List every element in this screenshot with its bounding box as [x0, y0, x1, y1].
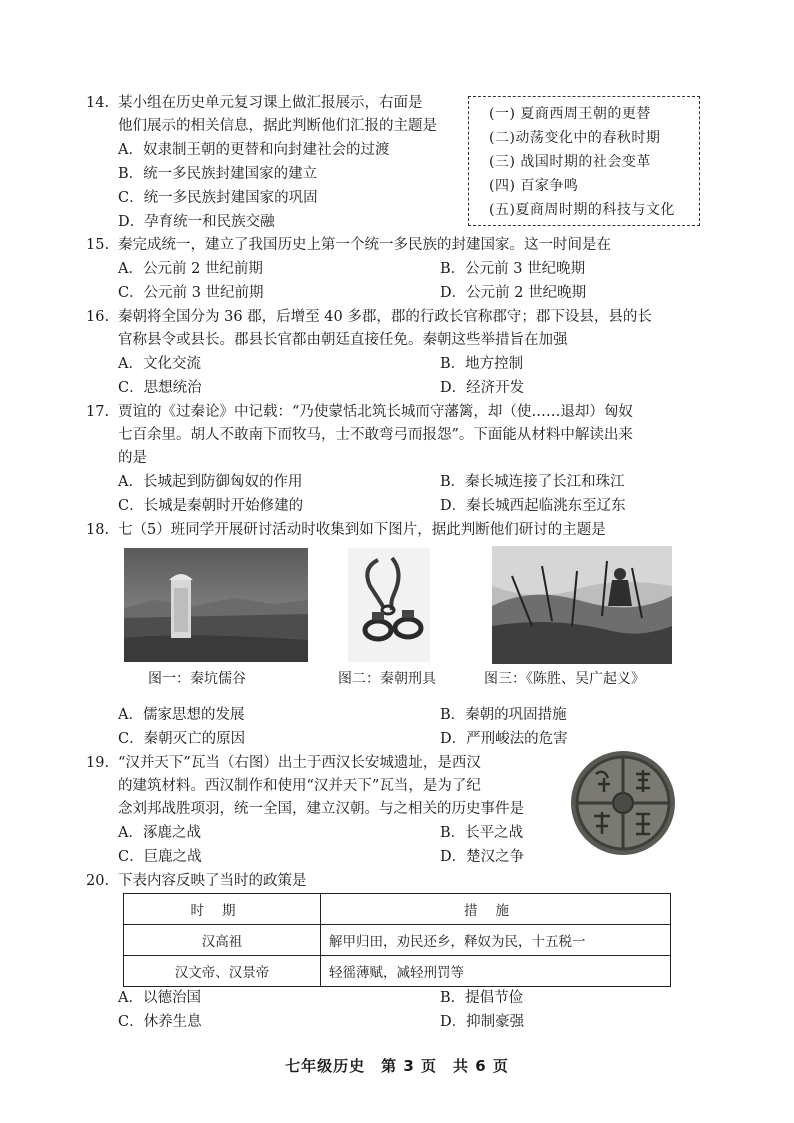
q14-box-item-4: (四) 百家争鸣	[489, 178, 579, 194]
q18-figure2-caption: 图二：秦朝刑具	[338, 671, 436, 687]
table-header-period: 时期	[124, 894, 321, 925]
q19-option-d[interactable]: D．楚汉之争	[440, 849, 525, 865]
page-footer: 七年级历史 第 3 页 共 6 页	[285, 1057, 509, 1075]
table-row	[124, 925, 671, 956]
q17-number: 17.	[86, 404, 110, 420]
q16-option-b[interactable]: B．地方控制	[440, 356, 524, 372]
q15-stem: 秦完成统一，建立了我国历史上第一个统一多民族的封建国家。这一时间是在	[118, 237, 611, 253]
q19-stem-line3: 念刘邦战胜项羽，统一全国，建立汉朝。与之相关的历史事件是	[118, 801, 524, 817]
q16-option-a[interactable]: A．文化交流	[118, 356, 201, 372]
q19-stem-line1: “汉并天下”瓦当（右图）出土于西汉长安城遗址，是西汉	[118, 755, 481, 771]
q14-box-item-2: (二)动荡变化中的春秋时期	[489, 130, 661, 146]
q19-stem-line2: 的建筑材料。西汉制作和使用“汉并天下”瓦当，是为了纪	[118, 778, 481, 794]
q18-option-d[interactable]: D．严刑峻法的危害	[440, 731, 568, 747]
q14-box-item-5: (五)夏商周时期的科技与文化	[489, 202, 675, 218]
q16-option-c[interactable]: C．思想统治	[118, 380, 202, 396]
q20-option-c[interactable]: C．休养生息	[118, 1014, 202, 1030]
q18-figure2-image	[348, 548, 430, 662]
table-cell-period: 汉高祖	[124, 925, 321, 956]
q14-info-box	[468, 96, 700, 226]
q18-figure1-image	[124, 548, 308, 662]
q15-number: 15.	[86, 237, 110, 253]
q14-stem-line2: 他们展示的相关信息，据此判断他们汇报的主题是	[118, 118, 437, 134]
q17-stem-line2: 七百余里。胡人不敢南下而牧马，士不敢弯弓而报怨”。下面能从材料中解读出来	[118, 427, 633, 443]
table-cell-measures: 解甲归田，劝民还乡，释奴为民，十五税一	[321, 925, 671, 956]
q16-stem-line1: 秦朝将全国分为 36 郡，后增至 40 多郡，郡的行政长官称郡守；郡下设县，县的长	[118, 309, 652, 325]
q18-option-b[interactable]: B．秦朝的巩固措施	[440, 707, 567, 723]
q14-box-item-3: (三) 战国时期的社会变革	[489, 154, 651, 170]
q17-stem-line1: 贾谊的《过秦论》中记载：“乃使蒙恬北筑长城而守藩篱，却（使……退却）匈奴	[118, 404, 633, 420]
q20-number: 20.	[86, 873, 110, 889]
q17-option-c[interactable]: C．长城是秦朝时开始修建的	[118, 498, 304, 514]
q18-option-a[interactable]: A．儒家思想的发展	[118, 707, 245, 723]
table-header-row	[124, 894, 671, 925]
q15-option-c[interactable]: C．公元前 3 世纪前期	[118, 285, 264, 301]
q20-option-b[interactable]: B．提倡节俭	[440, 990, 524, 1006]
q19-option-a[interactable]: A．涿鹿之战	[118, 825, 201, 841]
q20-stem: 下表内容反映了当时的政策是	[118, 873, 307, 889]
q14-option-c[interactable]: C．统一多民族封建国家的巩固	[118, 190, 318, 206]
table-row	[124, 956, 671, 987]
q17-option-d[interactable]: D．秦长城西起临洮东至辽东	[440, 498, 626, 514]
q14-option-d[interactable]: D．孕育统一和民族交融	[118, 214, 275, 230]
q17-option-a[interactable]: A．长城起到防御匈奴的作用	[118, 474, 303, 490]
q18-figure3-image	[492, 546, 672, 664]
q20-policy-table	[123, 893, 671, 987]
table-header-measures: 措施	[321, 894, 671, 925]
q16-number: 16.	[86, 309, 110, 325]
q18-figure1-caption: 图一：秦坑儒谷	[148, 671, 246, 687]
q14-number: 14.	[86, 95, 110, 111]
q19-option-c[interactable]: C．巨鹿之战	[118, 849, 202, 865]
table-cell-period: 汉文帝、汉景帝	[124, 956, 321, 987]
table-cell-measures: 轻徭薄赋，减轻刑罚等	[321, 956, 671, 987]
q20-option-a[interactable]: A．以德治国	[118, 990, 201, 1006]
q15-option-b[interactable]: B．公元前 3 世纪晚期	[440, 261, 586, 277]
q18-figure3-caption: 图三：《陈胜、吴广起义》	[484, 671, 645, 687]
q17-stem-line3: 的是	[118, 450, 147, 466]
q18-stem: 七（5）班同学开展研讨活动时收集到如下图片，据此判断他们研讨的主题是	[118, 522, 606, 538]
q16-option-d[interactable]: D．经济开发	[440, 380, 525, 396]
q19-option-b[interactable]: B．长平之战	[440, 825, 524, 841]
q14-box-item-1: (一) 夏商西周王朝的更替	[489, 106, 651, 122]
q18-number: 18.	[86, 522, 110, 538]
q15-option-d[interactable]: D．公元前 2 世纪晚期	[440, 285, 587, 301]
q18-option-c[interactable]: C．秦朝灭亡的原因	[118, 731, 246, 747]
q14-option-a[interactable]: A．奴隶制王朝的更替和向封建社会的过渡	[118, 142, 390, 158]
q15-option-a[interactable]: A．公元前 2 世纪前期	[118, 261, 263, 277]
q14-option-b[interactable]: B．统一多民族封建国家的建立	[118, 166, 318, 182]
q14-stem-line1: 某小组在历史单元复习课上做汇报展示，右面是	[118, 95, 423, 111]
q19-roof-tile-image	[568, 748, 678, 858]
q20-option-d[interactable]: D．抑制豪强	[440, 1014, 525, 1030]
q16-stem-line2: 官称县令或县长。郡县长官都由朝廷直接任免。秦朝这些举措旨在加强	[118, 332, 568, 348]
q19-number: 19.	[86, 755, 110, 771]
q17-option-b[interactable]: B．秦长城连接了长江和珠江	[440, 474, 625, 490]
